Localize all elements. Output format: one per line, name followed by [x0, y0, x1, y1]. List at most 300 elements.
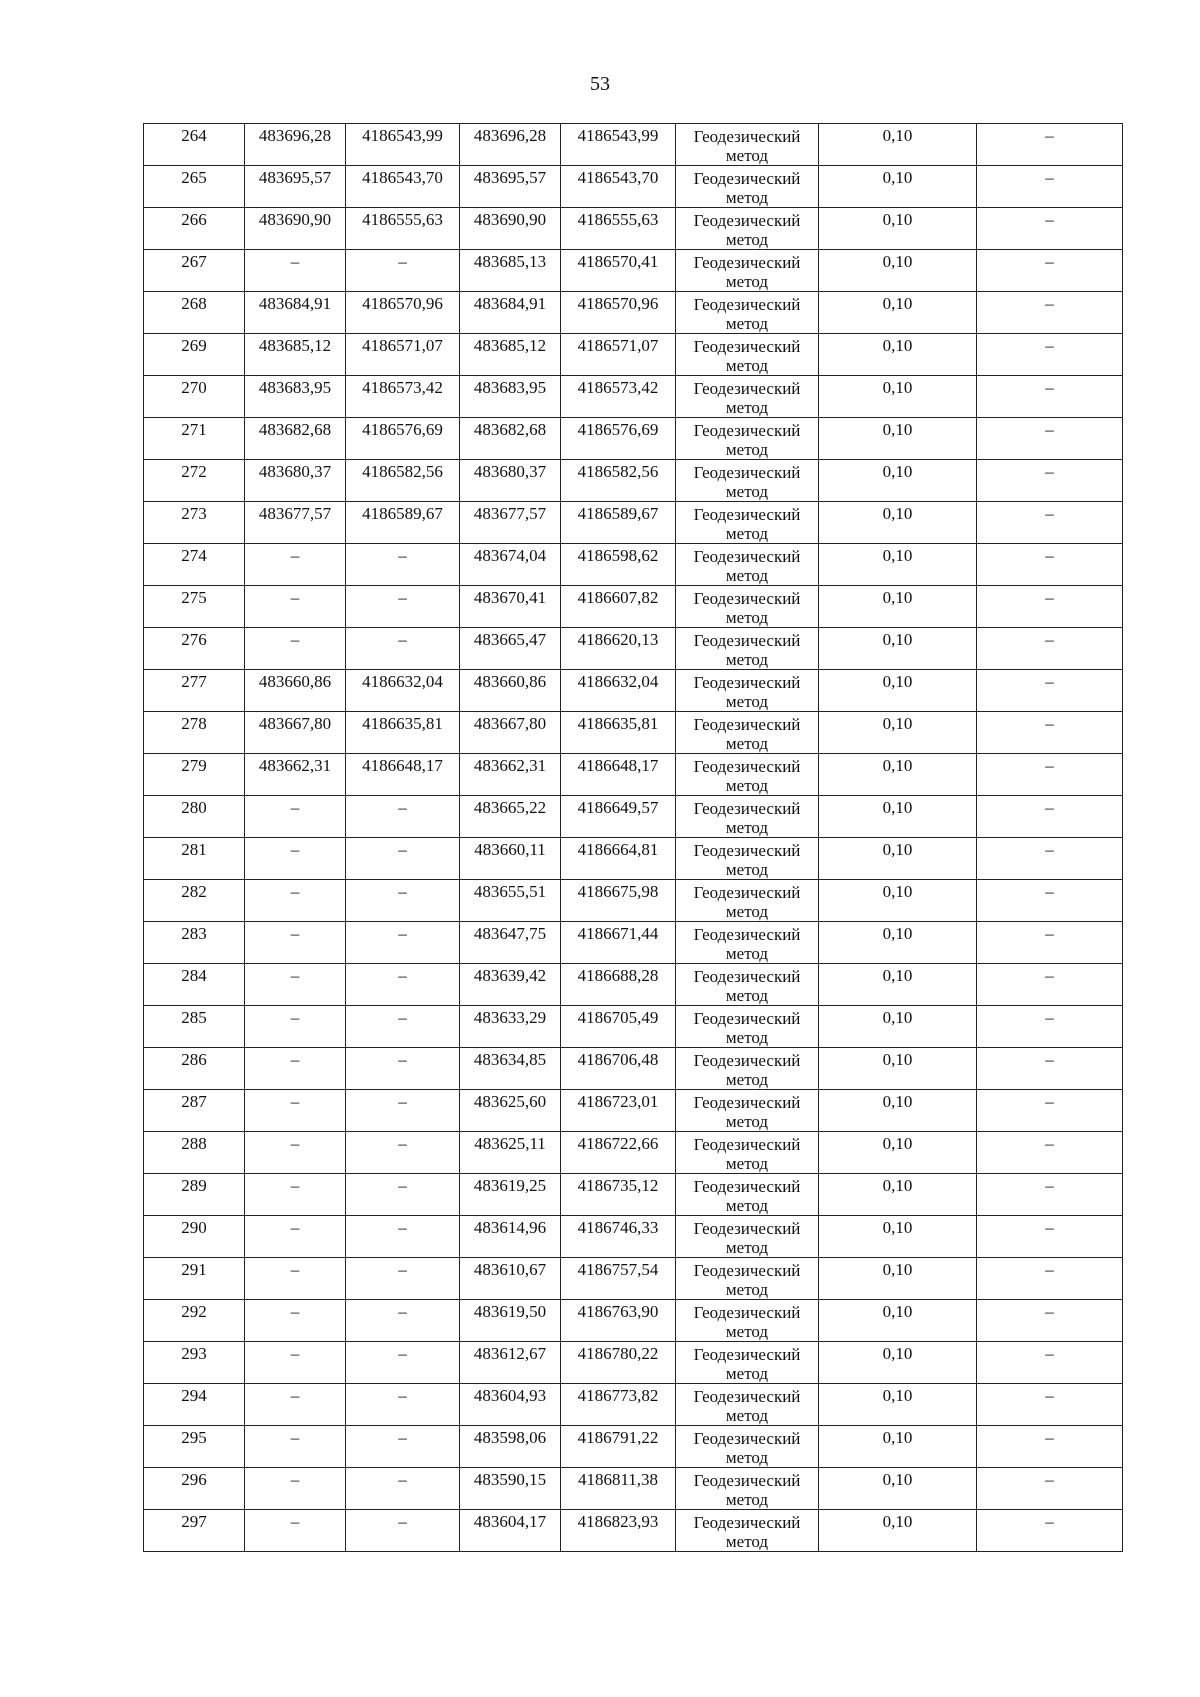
refined-y-cell: 4186664,81 — [561, 838, 676, 880]
point-number-cell: 293 — [144, 1342, 245, 1384]
table-row — [144, 250, 1123, 292]
method-cell — [676, 166, 819, 208]
method-cell — [676, 670, 819, 712]
existing-x-cell: – — [245, 1426, 346, 1468]
method-line-1: Геодезический — [693, 211, 801, 230]
method-line-2: метод — [725, 902, 769, 921]
existing-x-cell: 483682,68 — [245, 418, 346, 460]
method-line-1: Геодезический — [693, 295, 801, 314]
point-number-cell: 284 — [144, 964, 245, 1006]
point-number-cell: 275 — [144, 586, 245, 628]
note-cell: – — [977, 1216, 1123, 1258]
method-line-1: Геодезический — [693, 1429, 801, 1448]
existing-y-cell: – — [346, 1510, 460, 1552]
point-number-cell: 281 — [144, 838, 245, 880]
method-cell — [676, 880, 819, 922]
existing-y-cell: – — [346, 1006, 460, 1048]
refined-x-cell: 483598,06 — [460, 1426, 561, 1468]
existing-x-cell: – — [245, 1006, 346, 1048]
existing-y-cell: 4186555,63 — [346, 208, 460, 250]
table-row — [144, 1174, 1123, 1216]
refined-y-cell: 4186648,17 — [561, 754, 676, 796]
existing-x-cell: 483696,28 — [245, 124, 346, 166]
accuracy-cell: 0,10 — [819, 1006, 977, 1048]
refined-x-cell: 483614,96 — [460, 1216, 561, 1258]
table-row — [144, 838, 1123, 880]
existing-y-cell: – — [346, 1468, 460, 1510]
existing-y-cell: – — [346, 1174, 460, 1216]
existing-x-cell: 483680,37 — [245, 460, 346, 502]
method-line-2: метод — [725, 608, 769, 627]
existing-y-cell: 4186576,69 — [346, 418, 460, 460]
refined-x-cell: 483639,42 — [460, 964, 561, 1006]
note-cell: – — [977, 292, 1123, 334]
method-line-2: метод — [725, 944, 769, 963]
point-number-cell: 272 — [144, 460, 245, 502]
existing-x-cell: – — [245, 1216, 346, 1258]
point-number-cell: 266 — [144, 208, 245, 250]
existing-y-cell: 4186543,99 — [346, 124, 460, 166]
table-row — [144, 292, 1123, 334]
existing-y-cell: 4186635,81 — [346, 712, 460, 754]
existing-y-cell: – — [346, 796, 460, 838]
note-cell: – — [977, 1132, 1123, 1174]
refined-x-cell: 483612,67 — [460, 1342, 561, 1384]
accuracy-cell: 0,10 — [819, 166, 977, 208]
refined-x-cell: 483625,11 — [460, 1132, 561, 1174]
method-cell — [676, 1300, 819, 1342]
refined-y-cell: 4186573,42 — [561, 376, 676, 418]
note-cell: – — [977, 418, 1123, 460]
refined-y-cell: 4186823,93 — [561, 1510, 676, 1552]
accuracy-cell: 0,10 — [819, 628, 977, 670]
existing-y-cell: – — [346, 1384, 460, 1426]
method-cell — [676, 502, 819, 544]
note-cell: – — [977, 1510, 1123, 1552]
note-cell: – — [977, 1342, 1123, 1384]
method-cell — [676, 124, 819, 166]
point-number-cell: 280 — [144, 796, 245, 838]
point-number-cell: 265 — [144, 166, 245, 208]
table-row — [144, 754, 1123, 796]
accuracy-cell: 0,10 — [819, 964, 977, 1006]
method-line-2: метод — [725, 230, 769, 249]
point-number-cell: 289 — [144, 1174, 245, 1216]
method-line-2: метод — [725, 1448, 769, 1467]
table-row — [144, 712, 1123, 754]
method-cell — [676, 1216, 819, 1258]
method-line-1: Геодезический — [693, 841, 801, 860]
method-cell — [676, 712, 819, 754]
existing-y-cell: – — [346, 1258, 460, 1300]
table-row — [144, 1006, 1123, 1048]
refined-x-cell: 483665,22 — [460, 796, 561, 838]
table-row — [144, 1384, 1123, 1426]
note-cell: – — [977, 1006, 1123, 1048]
method-cell — [676, 754, 819, 796]
method-line-1: Геодезический — [693, 1219, 801, 1238]
method-cell — [676, 1510, 819, 1552]
existing-y-cell: – — [346, 544, 460, 586]
method-line-1: Геодезический — [693, 631, 801, 650]
refined-x-cell: 483682,68 — [460, 418, 561, 460]
refined-y-cell: 4186671,44 — [561, 922, 676, 964]
method-cell — [676, 460, 819, 502]
existing-y-cell: – — [346, 1132, 460, 1174]
table-row — [144, 1216, 1123, 1258]
note-cell: – — [977, 1258, 1123, 1300]
method-line-2: метод — [725, 1490, 769, 1509]
accuracy-cell: 0,10 — [819, 250, 977, 292]
existing-x-cell: – — [245, 1090, 346, 1132]
method-cell — [676, 586, 819, 628]
table-row — [144, 1510, 1123, 1552]
accuracy-cell: 0,10 — [819, 1300, 977, 1342]
table-row — [144, 880, 1123, 922]
existing-y-cell: – — [346, 1300, 460, 1342]
note-cell: – — [977, 1468, 1123, 1510]
method-line-2: метод — [725, 1154, 769, 1173]
method-line-1: Геодезический — [693, 967, 801, 986]
refined-y-cell: 4186582,56 — [561, 460, 676, 502]
table-row — [144, 208, 1123, 250]
existing-x-cell: 483667,80 — [245, 712, 346, 754]
method-line-1: Геодезический — [693, 715, 801, 734]
accuracy-cell: 0,10 — [819, 1048, 977, 1090]
table-row — [144, 796, 1123, 838]
accuracy-cell: 0,10 — [819, 1426, 977, 1468]
accuracy-cell: 0,10 — [819, 712, 977, 754]
existing-x-cell: – — [245, 922, 346, 964]
method-cell — [676, 1258, 819, 1300]
table-row — [144, 670, 1123, 712]
method-line-2: метод — [725, 1322, 769, 1341]
accuracy-cell: 0,10 — [819, 1132, 977, 1174]
existing-y-cell: 4186571,07 — [346, 334, 460, 376]
refined-y-cell: 4186570,96 — [561, 292, 676, 334]
existing-x-cell: – — [245, 1258, 346, 1300]
note-cell: – — [977, 838, 1123, 880]
method-line-2: метод — [725, 1028, 769, 1047]
method-line-1: Геодезический — [693, 337, 801, 356]
method-line-1: Геодезический — [693, 505, 801, 524]
refined-x-cell: 483685,12 — [460, 334, 561, 376]
refined-y-cell: 4186723,01 — [561, 1090, 676, 1132]
existing-y-cell: – — [346, 838, 460, 880]
refined-x-cell: 483677,57 — [460, 502, 561, 544]
refined-y-cell: 4186791,22 — [561, 1426, 676, 1468]
existing-x-cell: – — [245, 544, 346, 586]
point-number-cell: 286 — [144, 1048, 245, 1090]
existing-x-cell: – — [245, 1468, 346, 1510]
table-row — [144, 1258, 1123, 1300]
note-cell: – — [977, 376, 1123, 418]
accuracy-cell: 0,10 — [819, 922, 977, 964]
method-line-2: метод — [725, 1196, 769, 1215]
existing-y-cell: – — [346, 922, 460, 964]
refined-y-cell: 4186763,90 — [561, 1300, 676, 1342]
method-cell — [676, 1174, 819, 1216]
point-number-cell: 288 — [144, 1132, 245, 1174]
accuracy-cell: 0,10 — [819, 586, 977, 628]
existing-x-cell: 483685,12 — [245, 334, 346, 376]
note-cell: – — [977, 334, 1123, 376]
refined-x-cell: 483684,91 — [460, 292, 561, 334]
method-cell — [676, 628, 819, 670]
page-number: 53 — [590, 73, 610, 95]
accuracy-cell: 0,10 — [819, 880, 977, 922]
refined-y-cell: 4186757,54 — [561, 1258, 676, 1300]
note-cell: – — [977, 670, 1123, 712]
accuracy-cell: 0,10 — [819, 1174, 977, 1216]
refined-x-cell: 483590,15 — [460, 1468, 561, 1510]
existing-y-cell: 4186543,70 — [346, 166, 460, 208]
existing-x-cell: – — [245, 628, 346, 670]
existing-x-cell: – — [245, 796, 346, 838]
method-line-1: Геодезический — [693, 1471, 801, 1490]
note-cell: – — [977, 1300, 1123, 1342]
method-cell — [676, 544, 819, 586]
existing-y-cell: – — [346, 1216, 460, 1258]
note-cell: – — [977, 922, 1123, 964]
existing-x-cell: – — [245, 1342, 346, 1384]
point-number-cell: 276 — [144, 628, 245, 670]
table-row — [144, 1090, 1123, 1132]
point-number-cell: 269 — [144, 334, 245, 376]
accuracy-cell: 0,10 — [819, 460, 977, 502]
accuracy-cell: 0,10 — [819, 1216, 977, 1258]
note-cell: – — [977, 796, 1123, 838]
refined-x-cell: 483634,85 — [460, 1048, 561, 1090]
refined-y-cell: 4186543,70 — [561, 166, 676, 208]
refined-y-cell: 4186570,41 — [561, 250, 676, 292]
point-number-cell: 295 — [144, 1426, 245, 1468]
method-cell — [676, 964, 819, 1006]
table-row — [144, 502, 1123, 544]
existing-x-cell: – — [245, 1300, 346, 1342]
refined-y-cell: 4186811,38 — [561, 1468, 676, 1510]
existing-y-cell: – — [346, 1090, 460, 1132]
method-line-1: Геодезический — [693, 1387, 801, 1406]
accuracy-cell: 0,10 — [819, 208, 977, 250]
method-cell — [676, 208, 819, 250]
method-line-1: Геодезический — [693, 421, 801, 440]
note-cell: – — [977, 964, 1123, 1006]
refined-y-cell: 4186735,12 — [561, 1174, 676, 1216]
accuracy-cell: 0,10 — [819, 754, 977, 796]
method-line-1: Геодезический — [693, 547, 801, 566]
refined-x-cell: 483660,11 — [460, 838, 561, 880]
table-row — [144, 1048, 1123, 1090]
table-row — [144, 124, 1123, 166]
method-cell — [676, 1090, 819, 1132]
method-line-1: Геодезический — [693, 1345, 801, 1364]
note-cell: – — [977, 124, 1123, 166]
note-cell: – — [977, 460, 1123, 502]
accuracy-cell: 0,10 — [819, 376, 977, 418]
note-cell: – — [977, 1048, 1123, 1090]
refined-y-cell: 4186607,82 — [561, 586, 676, 628]
accuracy-cell: 0,10 — [819, 838, 977, 880]
method-cell — [676, 292, 819, 334]
point-number-cell: 291 — [144, 1258, 245, 1300]
table-row — [144, 628, 1123, 670]
method-line-1: Геодезический — [693, 883, 801, 902]
refined-y-cell: 4186620,13 — [561, 628, 676, 670]
accuracy-cell: 0,10 — [819, 544, 977, 586]
existing-x-cell: – — [245, 1384, 346, 1426]
existing-x-cell: 483660,86 — [245, 670, 346, 712]
existing-y-cell: 4186573,42 — [346, 376, 460, 418]
note-cell: – — [977, 712, 1123, 754]
refined-y-cell: 4186722,66 — [561, 1132, 676, 1174]
method-cell — [676, 334, 819, 376]
method-line-2: метод — [725, 398, 769, 417]
refined-y-cell: 4186705,49 — [561, 1006, 676, 1048]
point-number-cell: 270 — [144, 376, 245, 418]
method-cell — [676, 796, 819, 838]
method-cell — [676, 1384, 819, 1426]
table-body — [144, 124, 1123, 1552]
point-number-cell: 292 — [144, 1300, 245, 1342]
accuracy-cell: 0,10 — [819, 1384, 977, 1426]
refined-y-cell: 4186773,82 — [561, 1384, 676, 1426]
refined-x-cell: 483662,31 — [460, 754, 561, 796]
method-line-1: Геодезический — [693, 253, 801, 272]
accuracy-cell: 0,10 — [819, 292, 977, 334]
point-number-cell: 271 — [144, 418, 245, 460]
method-line-2: метод — [725, 482, 769, 501]
method-line-1: Геодезический — [693, 1303, 801, 1322]
existing-x-cell: 483695,57 — [245, 166, 346, 208]
point-number-cell: 268 — [144, 292, 245, 334]
refined-y-cell: 4186589,67 — [561, 502, 676, 544]
existing-y-cell: – — [346, 628, 460, 670]
method-line-2: метод — [725, 1238, 769, 1257]
refined-x-cell: 483633,29 — [460, 1006, 561, 1048]
accuracy-cell: 0,10 — [819, 334, 977, 376]
existing-x-cell: 483662,31 — [245, 754, 346, 796]
accuracy-cell: 0,10 — [819, 670, 977, 712]
method-line-2: метод — [725, 1070, 769, 1089]
table-row — [144, 166, 1123, 208]
method-line-2: метод — [725, 734, 769, 753]
refined-x-cell: 483604,93 — [460, 1384, 561, 1426]
existing-y-cell: – — [346, 586, 460, 628]
refined-x-cell: 483683,95 — [460, 376, 561, 418]
table-row — [144, 586, 1123, 628]
method-line-2: метод — [725, 356, 769, 375]
note-cell: – — [977, 628, 1123, 670]
existing-y-cell: – — [346, 250, 460, 292]
method-line-2: метод — [725, 146, 769, 165]
point-number-cell: 274 — [144, 544, 245, 586]
method-cell — [676, 376, 819, 418]
method-cell — [676, 1342, 819, 1384]
accuracy-cell: 0,10 — [819, 1258, 977, 1300]
table-row — [144, 334, 1123, 376]
existing-y-cell: – — [346, 1342, 460, 1384]
table-row — [144, 964, 1123, 1006]
point-number-cell: 287 — [144, 1090, 245, 1132]
refined-x-cell: 483667,80 — [460, 712, 561, 754]
method-line-2: метод — [725, 314, 769, 333]
method-line-2: метод — [725, 440, 769, 459]
refined-x-cell: 483647,75 — [460, 922, 561, 964]
existing-x-cell: – — [245, 250, 346, 292]
point-number-cell: 294 — [144, 1384, 245, 1426]
accuracy-cell: 0,10 — [819, 1468, 977, 1510]
method-line-2: метод — [725, 1280, 769, 1299]
existing-x-cell: – — [245, 586, 346, 628]
method-cell — [676, 250, 819, 292]
refined-y-cell: 4186571,07 — [561, 334, 676, 376]
method-cell — [676, 1132, 819, 1174]
accuracy-cell: 0,10 — [819, 1090, 977, 1132]
point-number-cell: 273 — [144, 502, 245, 544]
method-line-1: Геодезический — [693, 463, 801, 482]
existing-x-cell: – — [245, 1510, 346, 1552]
method-line-2: метод — [725, 1112, 769, 1131]
note-cell: – — [977, 502, 1123, 544]
method-cell — [676, 1468, 819, 1510]
existing-y-cell: – — [346, 1048, 460, 1090]
point-number-cell: 278 — [144, 712, 245, 754]
existing-y-cell: – — [346, 1426, 460, 1468]
accuracy-cell: 0,10 — [819, 124, 977, 166]
note-cell: – — [977, 1426, 1123, 1468]
refined-x-cell: 483655,51 — [460, 880, 561, 922]
table-row — [144, 1132, 1123, 1174]
method-line-1: Геодезический — [693, 1093, 801, 1112]
method-line-1: Геодезический — [693, 127, 801, 146]
refined-y-cell: 4186649,57 — [561, 796, 676, 838]
method-line-2: метод — [725, 776, 769, 795]
existing-y-cell: 4186582,56 — [346, 460, 460, 502]
refined-x-cell: 483670,41 — [460, 586, 561, 628]
existing-x-cell: 483690,90 — [245, 208, 346, 250]
accuracy-cell: 0,10 — [819, 796, 977, 838]
refined-x-cell: 483619,25 — [460, 1174, 561, 1216]
point-number-cell: 267 — [144, 250, 245, 292]
method-line-1: Геодезический — [693, 673, 801, 692]
refined-y-cell: 4186688,28 — [561, 964, 676, 1006]
table-row — [144, 1468, 1123, 1510]
refined-y-cell: 4186632,04 — [561, 670, 676, 712]
refined-x-cell: 483604,17 — [460, 1510, 561, 1552]
method-line-2: метод — [725, 986, 769, 1005]
existing-x-cell: 483684,91 — [245, 292, 346, 334]
point-number-cell: 277 — [144, 670, 245, 712]
accuracy-cell: 0,10 — [819, 1342, 977, 1384]
method-line-2: метод — [725, 1406, 769, 1425]
note-cell: – — [977, 1174, 1123, 1216]
existing-x-cell: 483683,95 — [245, 376, 346, 418]
point-number-cell: 290 — [144, 1216, 245, 1258]
table-row — [144, 418, 1123, 460]
refined-x-cell: 483690,90 — [460, 208, 561, 250]
refined-x-cell: 483695,57 — [460, 166, 561, 208]
existing-x-cell: – — [245, 838, 346, 880]
refined-y-cell: 4186543,99 — [561, 124, 676, 166]
refined-x-cell: 483660,86 — [460, 670, 561, 712]
note-cell: – — [977, 1384, 1123, 1426]
point-number-cell: 282 — [144, 880, 245, 922]
existing-x-cell: 483677,57 — [245, 502, 346, 544]
method-line-2: метод — [725, 188, 769, 207]
table-row — [144, 1426, 1123, 1468]
note-cell: – — [977, 166, 1123, 208]
